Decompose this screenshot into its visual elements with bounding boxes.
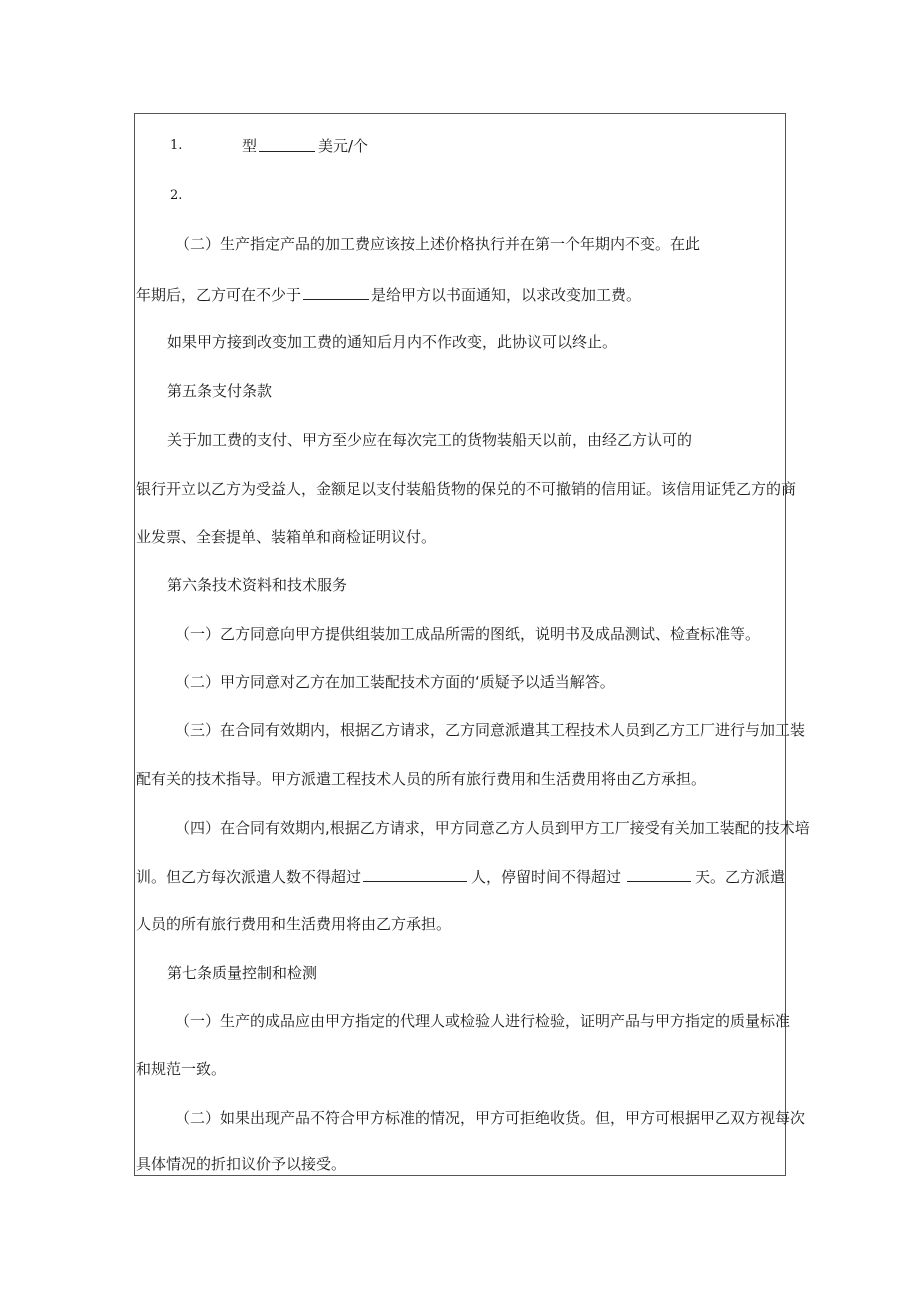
clause-4-2-line-2: 年期后，乙方可在不少于 是给甲方以书面通知，以求改变加工费。	[136, 286, 642, 304]
clause-6-4-line-1: （四）在合同有效期内,根据乙方请求，甲方同意乙方人员到甲方工厂接受有关加工装配的技术培	[175, 819, 810, 837]
notice-period-blank	[303, 284, 369, 300]
clause-6-3-line-2: 配有关的技术指导。甲方派遣工程技术人员的所有旅行费用和生活费用将由乙方承担。	[136, 770, 707, 788]
stay-duration-blank	[627, 866, 691, 882]
payment-line-2: 银行开立以乙方为受益人，金额足以支付装船货物的保兑的不可撤销的信用证。该信用证凭乙方的商	[136, 480, 797, 498]
clause-6-4-line-2: 训。但乙方每次派遣人数不得超过 人，停留时间不得超过 天。乙方派遣	[136, 868, 786, 886]
price-item-2: 2.	[170, 188, 183, 203]
clause-4-2-line-1: （二）生产指定产品的加工费应该按上述价格执行并在第一个年期内不变。在此	[175, 235, 701, 253]
clause-6-1: （一）乙方同意向甲方提供组装加工成品所需的图纸，说明书及成品测试、检查标准等。	[175, 625, 761, 643]
item-number-1: 1.	[170, 138, 183, 153]
clause-6-2: （二）甲方同意对乙方在加工装配技术方面的‘质疑予以适当解答。	[175, 673, 615, 691]
clause-7-2-line-2: 具体情况的折扣议价予以接受。	[136, 1155, 347, 1173]
clause-6-4-line-3: 人员的所有旅行费用和生活费用将由乙方承担。	[136, 915, 452, 933]
price-unit: 美元/个	[318, 137, 369, 155]
payment-line-3: 业发票、全套提单、装箱单和商检证明议付。	[136, 528, 437, 546]
article-5-heading: 第五条支付条款	[167, 382, 273, 400]
clause-7-1-line-1: （一）生产的成品应由甲方指定的代理人或检验人进行检验，证明产品与甲方指定的质量标准	[175, 1012, 791, 1030]
article-6-heading: 第六条技术资料和技术服务	[167, 576, 348, 594]
payment-line-1: 关于加工费的支付、甲方至少应在每次完工的货物装船天以前，由经乙方认可的	[167, 431, 693, 449]
price-blank	[259, 136, 315, 152]
item-type-label: 型	[242, 137, 258, 155]
termination-paragraph: 如果甲方接到改变加工费的通知后月内不作改变，此协议可以终止。	[167, 333, 618, 351]
clause-7-1-line-2: 和规范一致。	[136, 1060, 227, 1078]
article-7-heading: 第七条质量控制和检测	[167, 964, 318, 982]
clause-6-3-line-1: （三）在合同有效期内，根据乙方请求，乙方同意派遣其工程技术人员到乙方工厂进行与加工装	[175, 721, 806, 739]
personnel-count-blank	[363, 866, 467, 882]
clause-7-2-line-1: （二）如果出现产品不符合甲方标准的情况，甲方可拒绝收货。但，甲方可根据甲乙双方视每次	[175, 1109, 806, 1127]
